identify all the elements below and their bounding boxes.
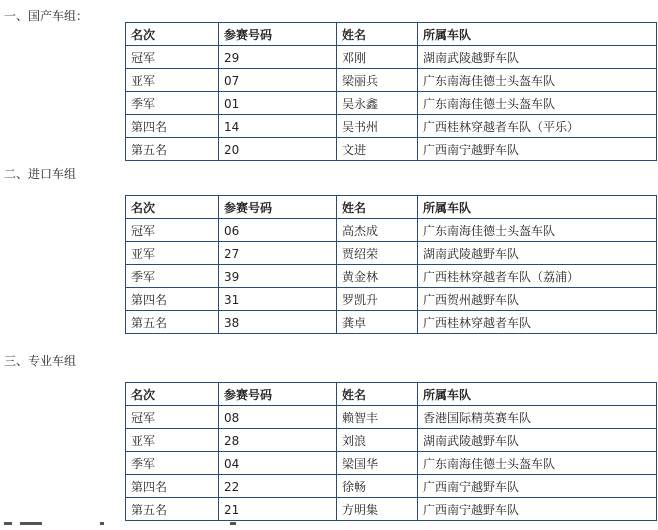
results-table-domestic: [125, 22, 657, 161]
cell-rank: 第四名: [126, 288, 219, 311]
cell-team: 广东南海佳德士头盔车队: [418, 92, 657, 115]
table-header-row: [126, 196, 657, 219]
header-number: 参赛号码: [219, 23, 337, 46]
table-row: [126, 69, 657, 92]
cell-number: 29: [219, 46, 337, 69]
cell-team: 湖南武陵越野车队: [418, 46, 657, 69]
cell-rank: 第四名: [126, 475, 219, 498]
table-header-row: [126, 383, 657, 406]
results-table-professional: [125, 382, 657, 521]
cell-number: 06: [219, 219, 337, 242]
cell-number: 20: [219, 138, 337, 161]
cell-number: 38: [219, 311, 337, 334]
table-row: [126, 46, 657, 69]
cell-rank: 冠军: [126, 406, 219, 429]
table-row: [126, 92, 657, 115]
header-team: 所属车队: [418, 383, 657, 406]
cell-team: 广西桂林穿越者车队（荔浦）: [418, 265, 657, 288]
cell-team: 广东南海佳德士头盔车队: [418, 452, 657, 475]
cell-team: 广西桂林穿越者车队: [418, 311, 657, 334]
cell-name: 黄金林: [337, 265, 418, 288]
cell-rank: 季军: [126, 265, 219, 288]
cell-team: 广西南宁越野车队: [418, 138, 657, 161]
table-header-row: [126, 23, 657, 46]
cell-number: 28: [219, 429, 337, 452]
cut-off-next-line: [0, 522, 658, 530]
table-row: [126, 311, 657, 334]
cell-name: 文进: [337, 138, 418, 161]
header-team: 所属车队: [418, 23, 657, 46]
cell-name: 贾绍荣: [337, 242, 418, 265]
section-title-imported: 二、进口车组: [4, 167, 77, 181]
cell-rank: 亚军: [126, 242, 219, 265]
header-name: 姓名: [337, 383, 418, 406]
cell-name: 龚卓: [337, 311, 418, 334]
table-row: [126, 288, 657, 311]
cell-number: 04: [219, 452, 337, 475]
cell-rank: 第五名: [126, 311, 219, 334]
cell-name: 吴永鑫: [337, 92, 418, 115]
table-row: [126, 498, 657, 521]
cell-rank: 亚军: [126, 429, 219, 452]
cell-rank: 季军: [126, 92, 219, 115]
results-table-imported: [125, 195, 657, 334]
cell-name: 梁丽兵: [337, 69, 418, 92]
header-number: 参赛号码: [219, 383, 337, 406]
cell-name: 方明集: [337, 498, 418, 521]
table-row: [126, 219, 657, 242]
cell-team: 广东南海佳德士头盔车队: [418, 69, 657, 92]
cell-team: 湖南武陵越野车队: [418, 242, 657, 265]
header-name: 姓名: [337, 23, 418, 46]
cell-team: 广西南宁越野车队: [418, 475, 657, 498]
table-row: [126, 242, 657, 265]
cell-rank: 第四名: [126, 115, 219, 138]
cell-number: 39: [219, 265, 337, 288]
table-row: [126, 115, 657, 138]
cell-rank: 季军: [126, 452, 219, 475]
cell-name: 邓刚: [337, 46, 418, 69]
cell-name: 赖智丰: [337, 406, 418, 429]
cell-rank: 冠军: [126, 46, 219, 69]
cell-team: 广西贺州越野车队: [418, 288, 657, 311]
header-team: 所属车队: [418, 196, 657, 219]
cell-number: 07: [219, 69, 337, 92]
cell-name: 徐畅: [337, 475, 418, 498]
header-name: 姓名: [337, 196, 418, 219]
section-title-professional: 三、专业车组: [4, 354, 77, 368]
cell-team: 香港国际精英赛车队: [418, 406, 657, 429]
header-rank: 名次: [126, 383, 219, 406]
cell-number: 31: [219, 288, 337, 311]
cell-number: 21: [219, 498, 337, 521]
cell-name: 刘浪: [337, 429, 418, 452]
cell-number: 01: [219, 92, 337, 115]
cell-number: 08: [219, 406, 337, 429]
cell-rank: 第五名: [126, 138, 219, 161]
table-row: [126, 452, 657, 475]
cell-number: 27: [219, 242, 337, 265]
cell-team: 广西南宁越野车队: [418, 498, 657, 521]
table-row: [126, 265, 657, 288]
cell-name: 梁国华: [337, 452, 418, 475]
table-row: [126, 475, 657, 498]
table-row: [126, 138, 657, 161]
table-row: [126, 406, 657, 429]
cell-rank: 冠军: [126, 219, 219, 242]
cell-number: 22: [219, 475, 337, 498]
cell-team: 广东南海佳德士头盔车队: [418, 219, 657, 242]
cell-name: 罗凯升: [337, 288, 418, 311]
table-row: [126, 429, 657, 452]
header-rank: 名次: [126, 196, 219, 219]
cell-rank: 第五名: [126, 498, 219, 521]
cell-name: 吴书州: [337, 115, 418, 138]
cell-number: 14: [219, 115, 337, 138]
cell-rank: 亚军: [126, 69, 219, 92]
cell-team: 湖南武陵越野车队: [418, 429, 657, 452]
header-number: 参赛号码: [219, 196, 337, 219]
header-rank: 名次: [126, 23, 219, 46]
cell-team: 广西桂林穿越者车队（平乐）: [418, 115, 657, 138]
cell-name: 高杰成: [337, 219, 418, 242]
section-title-domestic: 一、国产车组：: [4, 9, 89, 23]
